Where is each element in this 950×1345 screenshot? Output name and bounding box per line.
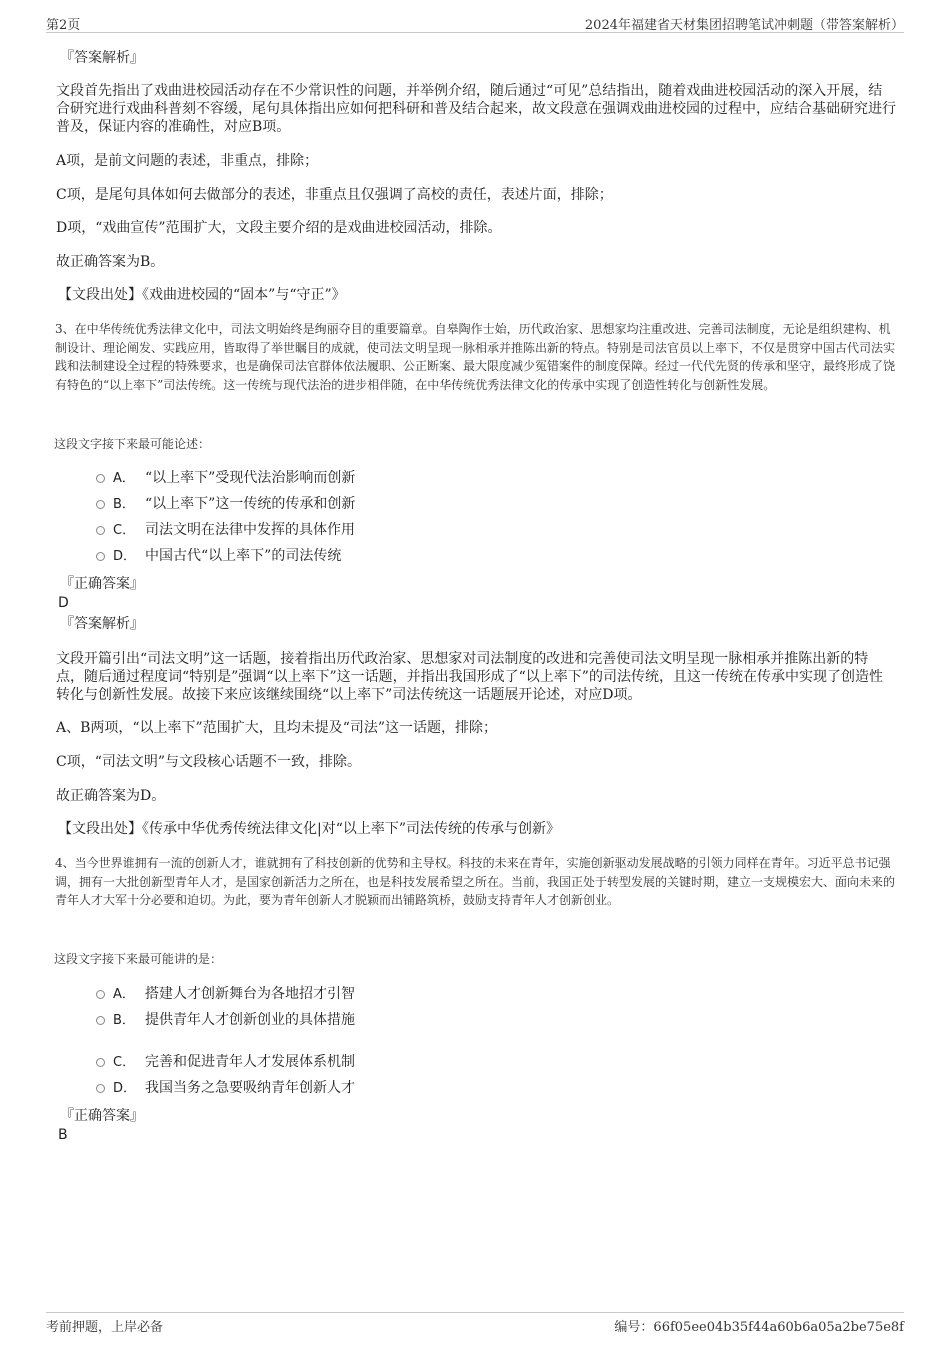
q3-analysis-label: 『答案解析』 (60, 616, 144, 632)
q3-option-c[interactable] (96, 521, 355, 540)
q3-analysis-paragraph: 文段开篇引出“司法文明”这一话题，接着指出历代政治家、思想家对司法制度的改进和完善使司法文明呈现一脉相承并推陈出新的特点，随后通过程度词“特别是”强调“以上率下”这一话题，并指出我国形成了“以上率下”的司法传统，且这一传统在传承中实现了创造性转化与创新性发展。故接下来应该继续围绕“以上率下”司法传统这一话题展开论述，对应D项。 (56, 651, 883, 703)
q3-analysis-options-ab: A、B两项，“以上率下”范围扩大，且均未提及“司法”这一话题，排除； (56, 720, 498, 736)
option-letter: B． (113, 1013, 135, 1028)
q4-option-c[interactable] (96, 1053, 355, 1072)
radio-icon[interactable] (96, 500, 105, 509)
q2-conclusion: 故正确答案为B。 (56, 254, 165, 270)
q2-analysis-option-c: C项，是尾句具体如何去做部分的表述，非重点且仅强调了高校的责任，表述片面，排除； (56, 187, 613, 203)
q2-source: 【文段出处】《戏曲进校园的“固本”与“守正”》 (58, 287, 346, 303)
q4-question: 这段文字接下来最可能讲的是： (54, 952, 223, 966)
q3-analysis-option-c: C项，“司法文明”与文段核心话题不一致，排除。 (56, 754, 362, 770)
q2-analysis-option-a: A项，是前文问题的表述，非重点，排除； (56, 153, 319, 169)
radio-icon[interactable] (96, 1058, 105, 1067)
option-text: 搭建人才创新舞台为各地招才引智 (145, 986, 355, 1002)
radio-icon[interactable] (96, 1084, 105, 1093)
radio-icon[interactable] (96, 1016, 105, 1025)
q4-stem: 4、当今世界谁拥有一流的创新人才，谁就拥有了科技创新的优势和主导权。科技的未来在青年，实施创新驱动发展战略的引领力同样在青年。习近平总书记强调，拥有一大批创新型青年人才，是国家创新活力之所在，也是科技发展希望之所在。当前，我国正处于转型发展的关键时期，建立一支规模宏大、面向未来的青年人才大军十分必要和迫切。为此，要为青年创新人才脱颖而出铺路筑桥，鼓励支持青年人才创新创业。 (55, 856, 896, 908)
q2-analysis-option-d: D项，“戏曲宣传”范围扩大，文段主要介绍的是戏曲进校园活动，排除。 (56, 220, 502, 236)
document-serial: 编号：66f05ee04b35f44a60b6a05a2be75e8f (614, 1320, 904, 1335)
option-letter: A． (113, 987, 135, 1002)
q4-option-b[interactable] (96, 1011, 355, 1030)
page-header (46, 12, 904, 33)
q3-option-d[interactable] (96, 547, 341, 566)
page-number: 第2页 (46, 18, 81, 33)
q3-question: 这段文字接下来最可能论述： (54, 437, 211, 451)
option-text: “以上率下”受现代法治影响而创新 (145, 470, 356, 486)
q4-option-d[interactable] (96, 1079, 355, 1098)
option-letter: B． (113, 497, 135, 512)
page-footer (46, 1312, 904, 1335)
q2-analysis-label: 『答案解析』 (60, 50, 144, 66)
option-text: 提供青年人才创新创业的具体措施 (145, 1012, 355, 1028)
option-text: 我国当务之急要吸纳青年创新人才 (145, 1080, 355, 1096)
q3-correct-label: 『正确答案』 (60, 576, 144, 592)
q3-option-a[interactable] (96, 469, 355, 488)
option-text: “以上率下”这一传统的传承和创新 (145, 496, 356, 512)
q2-analysis-paragraph: 文段首先指出了戏曲进校园活动存在不少常识性的问题，并举例介绍，随后通过“可见”总结指出，随着戏曲进校园活动的深入开展，结合研究进行戏曲科普刻不容缓，尾句具体指出应如何把科研和普及结合起来，故文段意在强调戏曲进校园的过程中，应结合基础研究进行普及，保证内容的准确性，对应B项。 (56, 83, 896, 135)
q4-correct-label: 『正确答案』 (60, 1108, 144, 1124)
option-text: 中国古代“以上率下”的司法传统 (145, 548, 342, 564)
q3-correct-answer: D (58, 595, 69, 611)
q3-source: 【文段出处】《传承中华优秀传统法律文化|对“以上率下”司法传统的传承与创新》 (58, 821, 561, 837)
footer-slogan: 考前押题，上岸必备 (46, 1320, 164, 1335)
document-title: 2024年福建省天材集团招聘笔试冲刺题（带答案解析） (584, 18, 904, 33)
radio-icon[interactable] (96, 552, 105, 561)
option-letter: C． (113, 523, 136, 538)
option-letter: D． (113, 1081, 137, 1096)
radio-icon[interactable] (96, 474, 105, 483)
radio-icon[interactable] (96, 990, 105, 999)
option-text: 司法文明在法律中发挥的具体作用 (145, 522, 355, 538)
q3-stem: 3、在中华传统优秀法律文化中，司法文明始终是绚丽夺目的重要篇章。自皋陶作士始，历代政治家、思想家均注重改进、完善司法制度，无论是组织建构、机制设计、理论阐发、实践应用，皆取得了举世瞩目的成就，使司法文明呈现一脉相承并推陈出新的特点。特别是司法官员以上率下，不仅是贯穿中国古代司法实践和法制建设全过程的特殊要求，也是确保司法官群体依法履职、公正断案、最大限度减少冤错案件的制度保障。经过一代代先贤的传承和坚守，最终形成了饶有特色的“以上率下”司法传统。这一传统与现代法治的进步相伴随，在中华传统优秀法律文化的传承中实现了创造性转化与创新性发展。 (55, 322, 896, 392)
option-text: 完善和促进青年人才发展体系机制 (145, 1054, 355, 1070)
q4-correct-answer: B (58, 1127, 68, 1143)
q3-conclusion: 故正确答案为D。 (56, 788, 166, 804)
option-letter: A． (113, 471, 135, 486)
option-letter: D． (113, 549, 137, 564)
option-letter: C． (113, 1055, 136, 1070)
q4-option-a[interactable] (96, 985, 355, 1004)
radio-icon[interactable] (96, 526, 105, 535)
q3-option-b[interactable] (96, 495, 355, 514)
